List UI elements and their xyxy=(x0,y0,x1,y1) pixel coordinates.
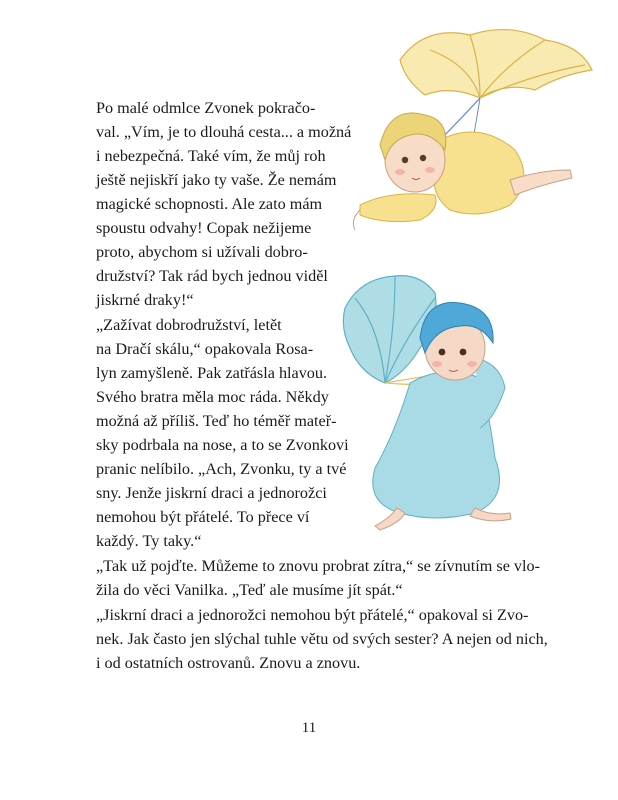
text-line: sky podrbala na nose, a to se Zvonkovi xyxy=(96,436,349,454)
text-line: lyn zamyšleně. Pak zatřásla hlavou. xyxy=(96,364,328,382)
yellow-fairy-head xyxy=(380,113,446,192)
text-line: nemohou být přátelé. To přece ví xyxy=(96,508,310,526)
text-line: ještě nejiskří jako ty vaše. Že nemám xyxy=(96,171,337,189)
text-line: jiskrné draky!“ xyxy=(96,291,194,309)
text-line: Svého bratra měla moc ráda. Někdy xyxy=(96,388,329,406)
text-line: val. „Vím, je to dlouhá cesta... a možná xyxy=(96,123,352,141)
text-line: pranic nelíbilo. „Ach, Zvonku, ty a tvé xyxy=(96,460,347,478)
text-line: nek. Jak často jen slýchal tuhle větu od svých sester? A nejen od nich, xyxy=(96,630,548,648)
text-line: „Zažívat dobrodružství, letět xyxy=(96,316,282,334)
yellow-fairy-illustration xyxy=(330,20,600,250)
text-line: možná až příliš. Teď ho téměř mateř- xyxy=(96,412,337,430)
blue-fairy-illustration xyxy=(325,268,550,538)
page-number: 11 xyxy=(301,720,317,736)
text-line: Po malé odmlce Zvonek pokračo- xyxy=(96,99,316,117)
text-line: proto, abychom si užívali dobro- xyxy=(96,243,308,261)
text-line: družství? Tak rád bych jednou viděl xyxy=(96,267,328,285)
text-line: i nebezpečná. Také vím, že můj roh xyxy=(96,147,326,165)
text-line: žila do věci Vanilka. „Teď ale musíme jít spát.“ xyxy=(96,581,403,599)
text-line: i od ostatních ostrovanů. Znovu a znovu. xyxy=(96,654,361,672)
text-line: spoustu odvahy! Copak nežijeme xyxy=(96,219,312,237)
text-line: každý. Ty taky.“ xyxy=(96,532,202,550)
text-line: „Jiskrní draci a jednorožci nemohou být přátelé,“ opakoval si Zvo- xyxy=(96,606,529,624)
text-line: sny. Jenže jiskrní draci a jednorožci xyxy=(96,484,327,502)
text-line: na Dračí skálu,“ opakovala Rosa- xyxy=(96,340,314,358)
yellow-flower-umbrella xyxy=(400,30,592,98)
text-line: magické schopnosti. Ale zato mám xyxy=(96,195,323,213)
text-line: „Tak už pojďte. Můžeme to znovu probrat zítra,“ se zívnutím se vlo- xyxy=(96,557,541,575)
